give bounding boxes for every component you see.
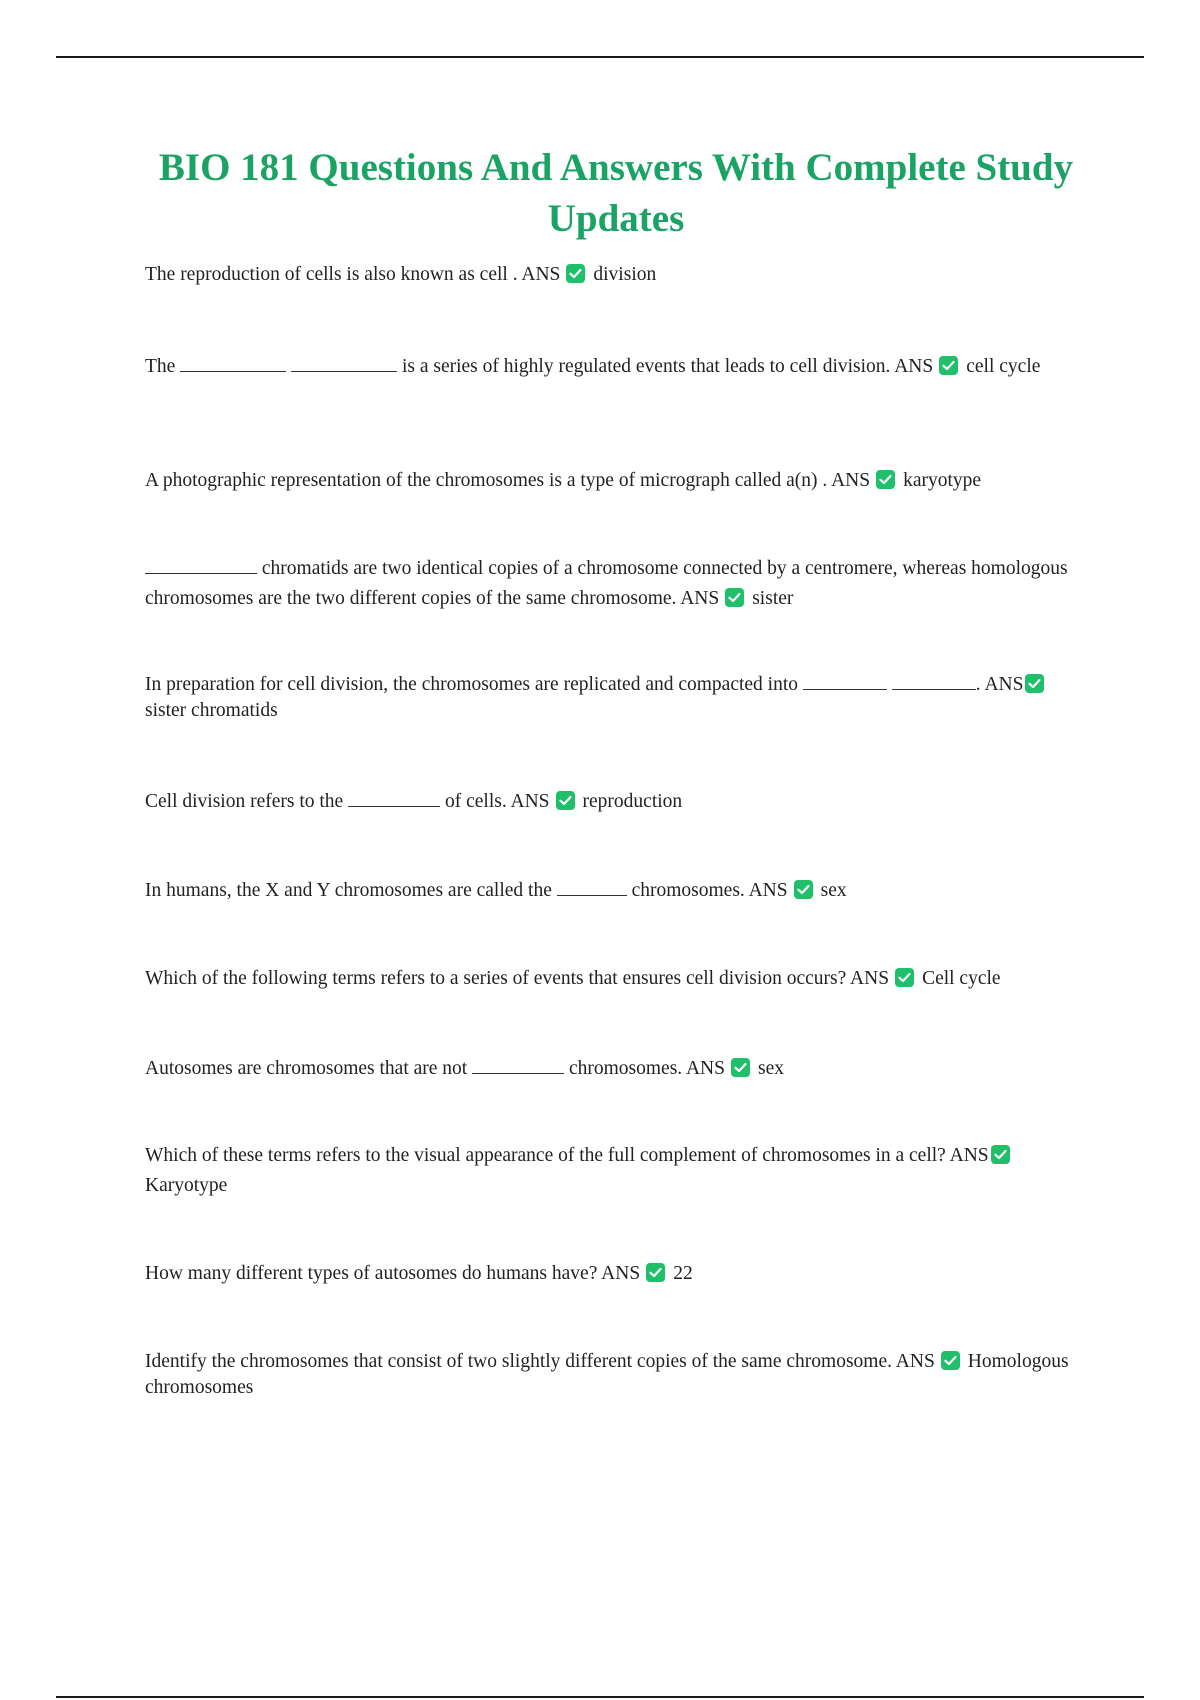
checkmark-icon [556,791,575,810]
question-text: of cells. [440,791,511,812]
answer-text: division [593,264,657,285]
checkmark-icon [941,1351,960,1370]
fill-in-blank [291,353,397,372]
document-title: BIO 181 Questions And Answers With Complete Study Updates [158,146,1074,240]
checkmark-icon [895,968,914,987]
fill-in-blank [803,671,887,690]
ans-label: ANS [850,968,890,989]
answer-text: sex [757,1058,784,1079]
answer-text: cell cycle [966,356,1041,377]
ans-label: ANS [521,264,561,285]
question-text: In humans, the X and Y chromosomes are called the [145,880,557,901]
ans-label: ANS [831,470,871,491]
ans-label: ANS [748,880,788,901]
question-text: is a series of highly regulated events that leads to cell division. [397,356,895,377]
qa-item-10 [145,1141,1093,1201]
checkmark-icon [939,356,958,375]
ans-label: ANS [949,1145,989,1166]
top-rule [56,56,1144,58]
ans-label: ANS [685,1058,725,1079]
qa-item-12 [145,1349,1093,1401]
answer-text: sister [752,588,794,609]
qa-item-2 [145,353,1093,380]
checkmark-icon [1025,674,1044,693]
answer-text: sex [820,880,847,901]
ans-label: ANS [510,791,550,812]
fill-in-blank [145,555,257,574]
question-text: How many different types of autosomes do humans have? [145,1263,602,1284]
checkmark-icon [566,264,585,283]
fill-in-blank [472,1055,564,1074]
answer-text: Karyotype [145,1175,228,1196]
question-text: . [975,674,985,695]
answer-text: sister chromatids [145,700,278,721]
question-text: Which of these terms refers to the visual appearance of the full complement of chromosomes in a cell? [145,1145,950,1166]
qa-item-7 [145,877,1093,904]
qa-item-11 [145,1261,1093,1287]
question-text: Identify the chromosomes that consist of two slightly different copies of the same chromosome. [145,1351,896,1372]
checkmark-icon [876,470,895,489]
question-text: Cell division refers to the [145,791,349,812]
question-text: chromosomes. [564,1058,686,1079]
ans-label: ANS [601,1263,641,1284]
qa-item-4 [145,554,1093,614]
question-text: The reproduction of cells is also known as cell . [145,264,522,285]
fill-in-blank [892,671,976,690]
answer-text: Cell cycle [922,968,1001,989]
question-text: Autosomes are chromosomes that are not [145,1058,473,1079]
fill-in-blank [180,353,286,372]
answer-text: reproduction [582,791,683,812]
fill-in-blank [557,877,627,896]
ans-label: ANS [984,674,1024,695]
question-text: chromosomes. [626,880,749,901]
answer-text: Homologous chromosomes [145,1351,1069,1398]
ans-label: ANS [894,356,934,377]
answer-text: karyotype [903,470,982,491]
checkmark-icon [991,1145,1010,1164]
qa-item-6 [145,788,1093,815]
fill-in-blank [348,788,440,807]
answer-text: 22 [673,1263,693,1284]
checkmark-icon [725,588,744,607]
qa-item-3 [145,468,1093,494]
qa-item-9 [145,1055,1093,1082]
question-text: chromatids are two identical copies of a chromosome connected by a centromere, whereas homologous chromosomes are the two different copies of the same chromosome. [145,558,1068,609]
question-text: Which of the following terms refers to a series of events that ensures cell division occurs? [145,968,851,989]
checkmark-icon [731,1058,750,1077]
ans-label: ANS [680,588,720,609]
checkmark-icon [646,1263,665,1282]
bottom-rule [56,1696,1144,1698]
qa-item-5 [145,671,1090,724]
question-text: The [145,356,181,377]
question-text: A photographic representation of the chromosomes is a type of micrograph called a(n) . [145,470,832,491]
ans-label: ANS [895,1351,935,1372]
qa-item-1 [145,262,1093,288]
question-text: In preparation for cell division, the chromosomes are replicated and compacted into [145,674,803,695]
checkmark-icon [794,880,813,899]
qa-item-8 [145,966,1093,992]
